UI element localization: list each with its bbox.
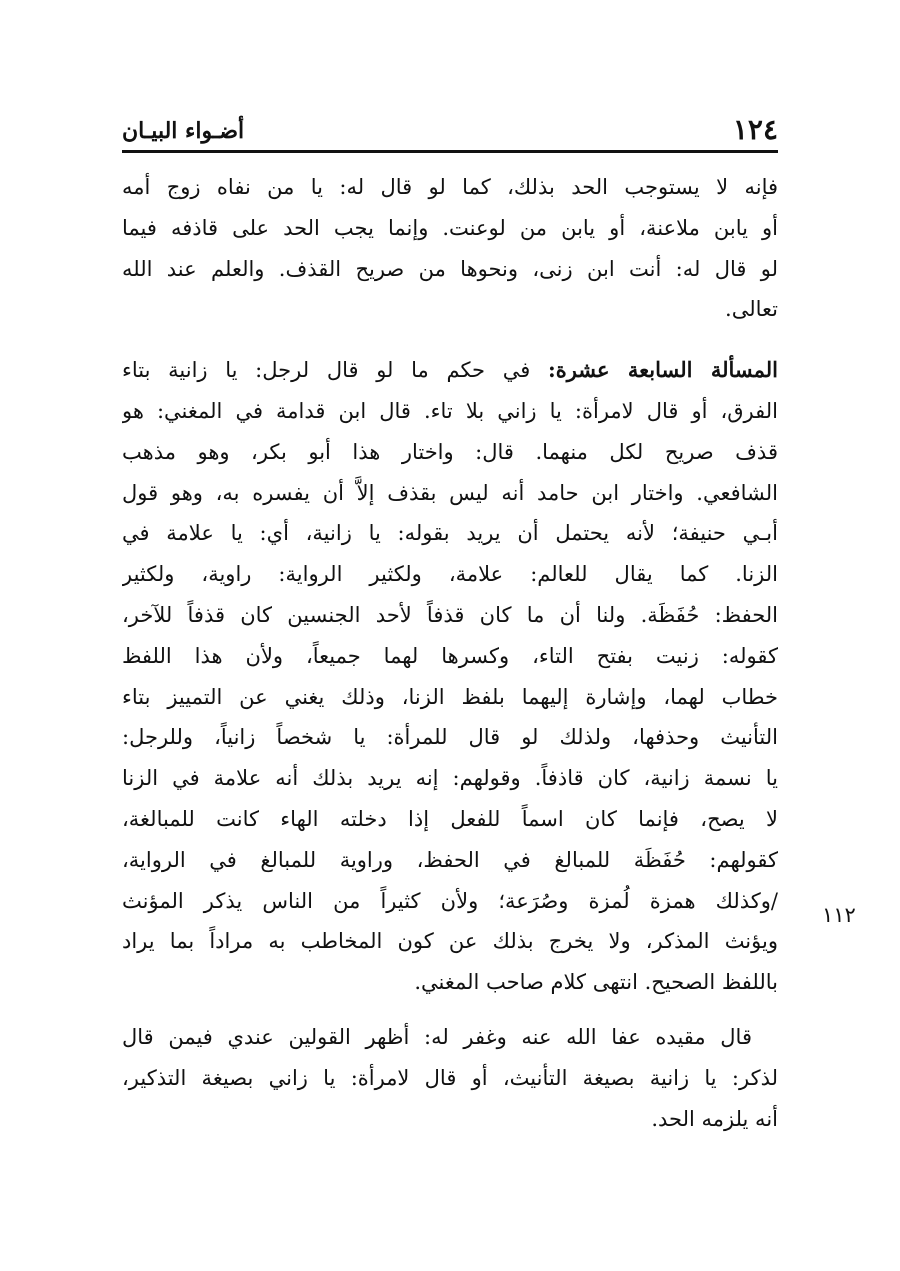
text-line: قال مقيده عفا الله عنه وغفر له: أظهر القولين عندي فيمن قال <box>122 1024 752 1049</box>
text-line: لذكر: يا زانية بصيغة التأنيث، أو قال لامرأة: يا زاني بصيغة التذكير، <box>122 1065 778 1090</box>
page-header <box>122 112 778 152</box>
paragraph-3 <box>122 1017 778 1139</box>
text-line: /وكذلك همزة لُمزة وصُرَعة؛ ولأن كثيراً من الناس يذكر المؤنث <box>122 888 778 913</box>
text-line: أبـي حنيفة؛ لأنه يحتمل أن يريد بقوله: يا زانية، أي: يا علامة في <box>122 521 778 546</box>
margin-page-reference: ١١٢ <box>822 903 856 927</box>
text-line: فإنه لا يستوجب الحد بذلك، كما لو قال له: يا من نفاه زوج أمه <box>122 175 778 199</box>
text-run: في حكم ما لو قال لرجل: يا زانية بتاء <box>122 358 548 383</box>
running-title: أضـواء البيـان <box>122 118 245 144</box>
text-line: باللفظ الصحيح. انتهى كلام صاحب المغني. <box>414 970 778 995</box>
text-line: كقوله: زنيت بفتح التاء، وكسرها لهما جميعاً، ولأن هذا اللفظ <box>122 643 778 668</box>
paragraph-spacer <box>122 1003 778 1017</box>
text-line: خطاب لهما، وإشارة إليهما بلفظ الزنا، وذلك يغني عن التمييز بتاء <box>122 684 778 709</box>
text-line: يا نسمة زانية، كان قاذفاً. وقولهم: إنه يريد بذلك أنه علامة في الزنا <box>122 766 778 791</box>
paragraph-spacer <box>122 330 778 350</box>
text-line <box>122 350 778 391</box>
text-line: أو يابن ملاعنة، أو يابن من لوعنت. وإنما يجب الحد على قاذفه فيما <box>122 215 778 240</box>
text-line: لا يصح، فإنما كان اسماً للفعل إذا دخلته الهاء كانت للمبالغة، <box>122 806 778 831</box>
header-rule <box>122 150 778 153</box>
text-line: لو قال له: أنت ابن زنى، ونحوها من صريح القذف. والعلم عند الله <box>122 256 778 281</box>
paragraph-2 <box>122 350 778 1003</box>
text-line: أنه يلزمه الحد. <box>651 1106 778 1131</box>
text-line: قذف صريح لكل منهما. قال: واختار هذا أبو بكر، وهو مذهب <box>122 439 778 464</box>
text-line: الحفظ: حُفَظَة. ولنا أن ما كان قذفاً لأحد الجنسين كان قذفاً للآخر، <box>122 602 778 627</box>
text-line: الزنا. كما يقال للعالم: علامة، ولكثير الرواية: راوية، ولكثير <box>122 562 778 587</box>
issue-heading: المسألة السابعة عشرة: <box>547 357 778 383</box>
text-line: الفرق، أو قال لامرأة: يا زاني بلا تاء. قال ابن قدامة في المغني: هو <box>122 398 778 423</box>
text-line: ويؤنث المذكر، ولا يخرج بذلك عن كون المخاطب به مراداً بما يراد <box>122 929 778 954</box>
paragraph-1 <box>122 167 778 330</box>
body-text <box>122 167 778 1139</box>
text-line: كقولهم: حُفَظَة للمبالغ في الحفظ، وراوية للمبالغ في الرواية، <box>122 847 778 872</box>
text-line: الشافعي. واختار ابن حامد أنه ليس بقذف إلاَّ أن يفسره به، وهو قول <box>122 480 778 505</box>
text-line: التأنيث وحذفها، ولذلك لو قال للمرأة: يا شخصاً زانياً، وللرجل: <box>122 725 778 750</box>
text-line: تعالى. <box>725 297 778 322</box>
page-number: ١٢٤ <box>732 113 778 146</box>
